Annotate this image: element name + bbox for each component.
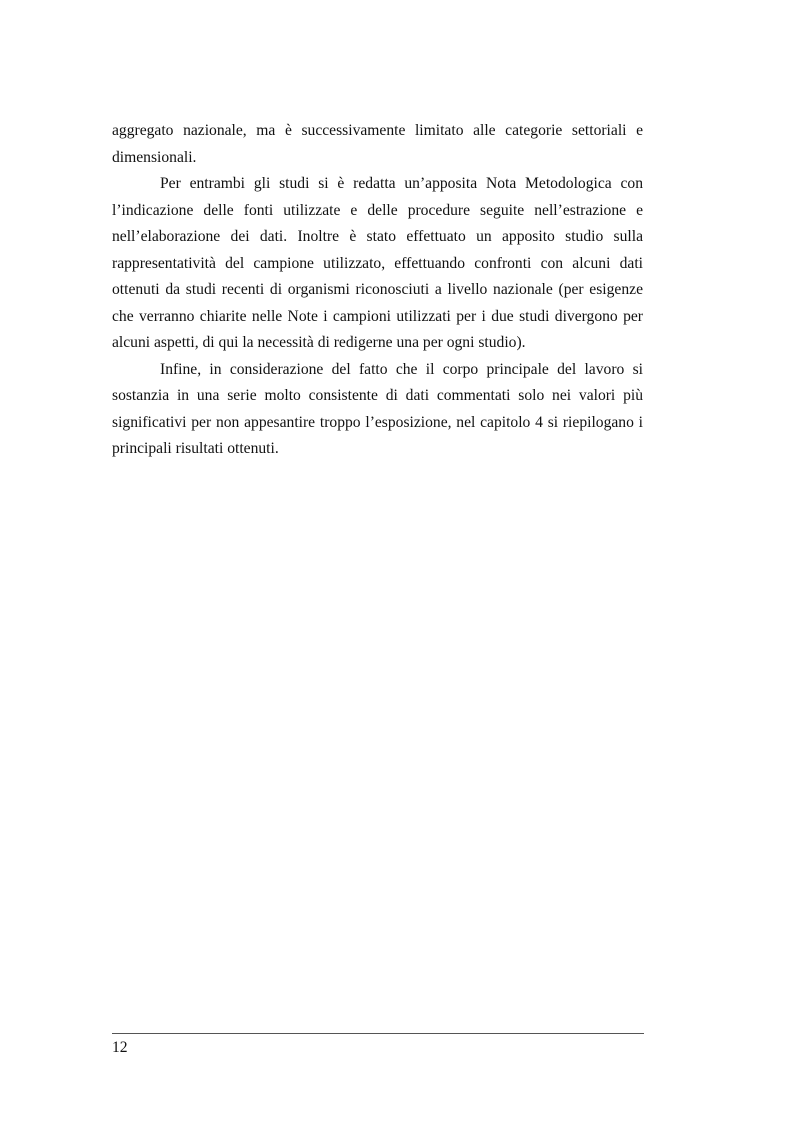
- paragraph-conclusion: Infine, in considerazione del fatto che il corpo principale del lavoro si sostanzia in una serie molto consistente di dati commentati solo nei valori più significativi per non appesantire troppo l’esposizione, nel capitolo 4 si riepilogano i principali risultati ottenuti.: [112, 360, 643, 457]
- footer-divider: [112, 1033, 644, 1034]
- paragraph-methodology: Per entrambi gli studi si è redatta un’apposita Nota Metodologica con l’indicazione delle fonti utilizzate e delle procedure seguite nell’estrazione e nell’elaborazione dei dati. Inoltre è stato effettuato un apposito studio sulla rappresentatività del campione utilizzato, effettuando confronti con alcuni dati ottenuti da studi recenti di organismi riconosciuti a livello nazionale (per esigenze che verranno chiarite nelle Note i campioni utilizzati per i due studi divergono per alcuni aspetti, di qui la necessità di redigerne una per ogni studio).: [112, 175, 643, 351]
- page-body: [112, 118, 643, 463]
- paragraph-continuation: aggregato nazionale, ma è successivamente limitato alle categorie settoriali e dimensionali.: [112, 122, 643, 166]
- page-number: 12: [112, 1039, 128, 1056]
